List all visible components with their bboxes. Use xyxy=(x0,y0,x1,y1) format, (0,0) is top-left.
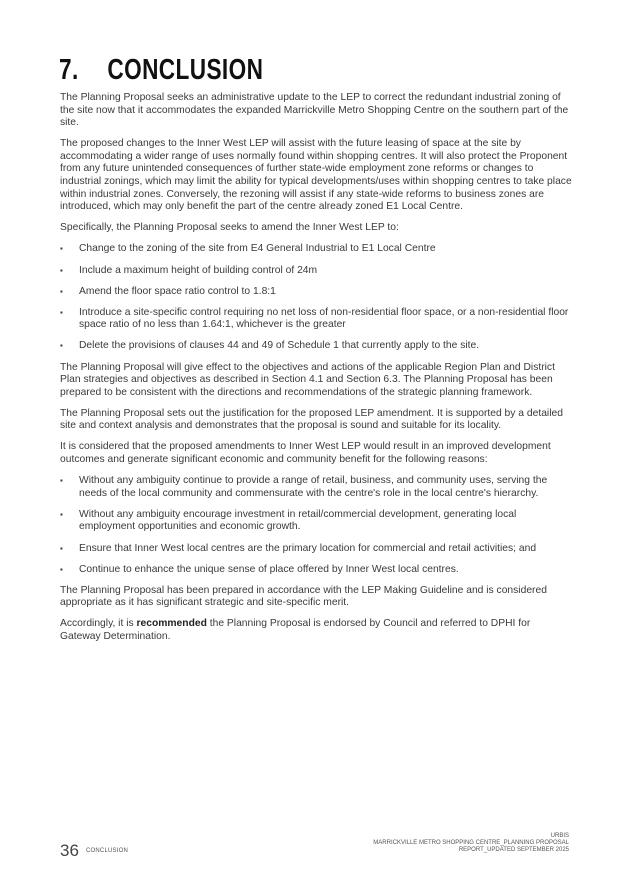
page-heading xyxy=(59,54,263,87)
list-item-text: Continue to enhance the unique sense of place offered by Inner West local centres. xyxy=(79,563,459,575)
bullet-icon: ▪ xyxy=(60,564,63,574)
list-item xyxy=(60,543,572,556)
list-item-text: Include a maximum height of building control of 24m xyxy=(79,264,318,276)
paragraph: The proposed changes to the Inner West LEP will assist with the future leasing of space at the site by accommodating a wider range of uses normally found within shopping centres. It will also protect the Proponent from any future unintended consequences of further state-wide employment zone reforms or changes to industrial zonings, which may limit the ability for typical developments/uses within shopping centres to take place within industrial zones. Conversely, the rezoning will assist if any state-wide reforms to business zones are introduced, which may only benefit the part of the centre already zoned E1 Local Centre. xyxy=(60,138,572,213)
emphasis: recommended xyxy=(136,618,207,630)
bullet-icon: ▪ xyxy=(60,509,63,519)
bullet-icon: ▪ xyxy=(60,341,63,351)
reasons-list xyxy=(60,475,572,576)
list-item xyxy=(60,564,572,577)
paragraph: The Planning Proposal sets out the justification for the proposed LEP amendment. It is supported by a detailed site and context analysis and demonstrates that the proposal is sound and suitable for its locality. xyxy=(60,407,563,432)
list-item xyxy=(60,340,572,353)
paragraph: The Planning Proposal will give effect to the objectives and actions of the applicable Region Plan and District Plan strategies and objectives as described in Section 4.1 and Section 6.3. The Planning Proposal has been prepared to be consistent with the directions and recommendations of the strategic planning framework. xyxy=(60,361,555,398)
bullet-icon: ▪ xyxy=(60,244,63,254)
list-item-text: Change to the zoning of the site from E4 General Industrial to E1 Local Centre xyxy=(79,243,436,255)
footer-document: MARRICKVILLE METRO SHOPPING CENTRE_PLANNING PROPOSAL xyxy=(373,840,569,847)
text: the Planning Proposal is endorsed by Council and referred to DPHI for Gateway Determination. xyxy=(60,618,531,642)
list-item-text: Without any ambiguity continue to provide a range of retail, business, and community uses, serving the needs of the local community and commensurate with the centre's role in the local centre's hierarchy. xyxy=(79,475,548,499)
list-item xyxy=(60,286,572,299)
final-paragraph xyxy=(60,618,572,643)
amendments-list xyxy=(60,243,572,353)
footer-company: URBIS xyxy=(550,833,569,839)
heading-number: 7. xyxy=(59,54,79,86)
bullet-icon: ▪ xyxy=(60,476,63,486)
bullet-icon: ▪ xyxy=(60,265,63,275)
list-item xyxy=(60,475,572,500)
list-item-text: Delete the provisions of clauses 44 and 49 of Schedule 1 that currently apply to the site. xyxy=(79,340,480,352)
footer-version: REPORT_UPDATED SEPTEMBER 2025 xyxy=(458,847,569,854)
bullet-icon: ▪ xyxy=(60,307,63,317)
paragraph: The Planning Proposal has been prepared in accordance with the LEP Making Guideline and is considered appropriate as it has significant strategic and site-specific merit. xyxy=(60,584,547,609)
list-item-text: Introduce a site-specific control requiring no net loss of non-residential floor space, or a non-residential floor space ratio of no less than 1.64:1, whichever is the greater xyxy=(79,306,569,331)
text: Accordingly, it is xyxy=(60,618,137,630)
page-number: 36 xyxy=(60,841,79,860)
heading-title: CONCLUSION xyxy=(107,54,264,86)
list-item xyxy=(60,307,572,332)
footer-section: CONCLUSION xyxy=(86,848,129,854)
footer-info xyxy=(373,833,569,855)
paragraph: It is considered that the proposed amendments to Inner West LEP would result in an improved development outcomes and generate significant economic and community benefit for the following reasons: xyxy=(60,441,551,466)
list-item xyxy=(60,265,572,278)
list-item xyxy=(60,509,572,534)
bullet-icon: ▪ xyxy=(60,543,63,553)
list-item-text: Without any ambiguity encourage investment in retail/commercial development, generating local employment opportunities and economic growth. xyxy=(79,508,517,533)
bullet-icon: ▪ xyxy=(60,286,63,296)
body-content xyxy=(60,92,572,652)
paragraph: The Planning Proposal seeks an administrative update to the LEP to correct the redundant industrial zoning of the site now that it accommodates the expanded Marrickville Metro Shopping Centre on the southern part of the site. xyxy=(60,92,569,129)
list-item-text: Amend the floor space ratio control to 1.8:1 xyxy=(79,285,276,297)
list-item-text: Ensure that Inner West local centres are the primary location for commercial and retail activities; and xyxy=(79,542,537,554)
list-item xyxy=(60,243,572,256)
paragraph: Specifically, the Planning Proposal seeks to amend the Inner West LEP to: xyxy=(60,222,399,234)
